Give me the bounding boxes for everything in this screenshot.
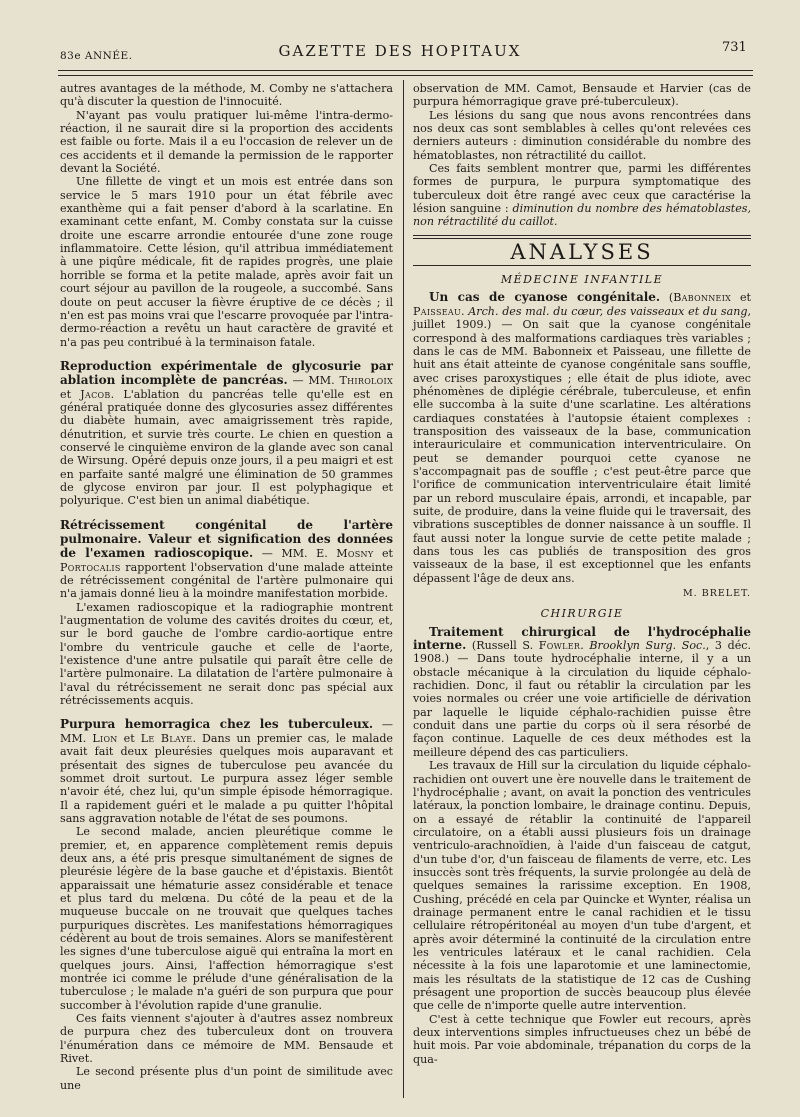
section-text: rapportent l'observation d'une malade atteinte de rétrécissement congénital de l'artère pulmonaire qui n'a jamais donné lieu à la moindre manifestation morbide. xyxy=(60,560,393,601)
paragraph: Le second malade, ancien pleurétique comme le premier, et, en apparence complètement remis depuis deux ans, a été pris presque simultanément de signes de pleurésie légère de la base gauche et d'épistaxis. Bientôt apparaissait une hématurie assez considérable et tenace et plus tard du melœna. Du côté de la peau et de la muqueuse buccale on ne trouvait que quelques taches purpuriques discrètes. Les manifestations hémorragiques cédèrent au bout de trois semaines. Alors se manifestèrent les signes d'une tuberculose aiguë qui entraîna la mort en quelques jours. Ainsi, l'affection hémorragique s'est montrée ici comme le prélude d'une généralisation de la tuberculose ; le malade n'a guéri de son purpura que pour succomber à l'évolution rapide d'une granulie. xyxy=(60,825,393,1012)
author-name: Mosny xyxy=(336,547,374,561)
subsection-heading: MÉDECINE INFANTILE xyxy=(500,273,664,287)
article-title: Traitement chirurgical de l'hydrocéphalie interne. xyxy=(413,624,751,653)
authors-joiner: et xyxy=(60,387,81,401)
article-hydrocephalie xyxy=(413,626,751,759)
section-title: Reproduction expérimentale de glycosurie par ablation incomplète de pancréas. xyxy=(60,358,393,388)
paragraph: Le second présente plus d'un point de similitude avec une xyxy=(60,1065,393,1092)
authors-joiner: et xyxy=(117,731,141,745)
authors-prefix: MM. E. xyxy=(281,547,337,561)
section-purpura: Purpura hemorragica chez les tuberculeux. — MM. Lion et Le Blaye. Dans un premier cas, le malade avait fait deux pleurésies quelques mois auparavant et présentait des signes de tuberculose peu avancée du sommet droit surtout. Le purpura assez léger semble n'avoir été, chez lui, qu'un simple épisode hémorragique. Il a rapidement guéri et le malade a pu quitter l'hôpital sans aggravation notable de l'état de ses poumons. xyxy=(60,717,393,825)
paragraph: observation de MM. Camot, Bensaude et Harvier (cas de purpura hémorragique grave pré-tuberculeux). xyxy=(413,82,751,109)
section-glycosurie: Reproduction expérimentale de glycosurie par ablation incomplète de pancréas. — MM. Thiroloix et Jacob. L'ablation du pancréas telle qu'elle est en général pratiquée donne des glycosuries assez différentes du diabète humain, avec amaigrissement très rapide, dénutrition, et survie très courte. Le chien en question a conservé le cinquième environ de la glande avec son canal de Wirsung. Opéré depuis onze jours, il a peu maigri et est en parfaite santé malgré une élimination de 50 grammes de glycose environ par jour. Il est polyphagique et polyurique. C'est bien un animal diabétique. xyxy=(60,358,393,508)
section-rule xyxy=(413,235,751,239)
paragraph: L'examen radioscopique et la radiographie montrent l'augmentation de volume des cavités droites du cœur, et, sur le bord gauche de l'ombre cardio-aortique entre l'ombre du ventricule gauche et celle de l'aorte, l'existence d'une antre pulsatile qui paraît être celle de l'artère pulmonaire. La dilatation de l'artère pulmonaire à l'aval du rétrécissement ne serait donc pas spécial aux rétrécissements acquis. xyxy=(60,600,393,708)
paragraph: Les travaux de Hill sur la circulation du liquide céphalo-rachidien ont ouvert une ère nouvelle dans le traitement de l'hydrocéphalie ; avant, on avait la ponction des ventricules latéraux, la ponction lombaire, le drainage continu. Depuis, on a essayé de rétablir la continuité de l'appareil circulatoire, on a établi aussi plusieurs fois un drainage ventriculo-arachnoïdien, à l'aide d'un faisceau de catgut, d'un tube d'or, d'un faisceau de filaments de verre, etc. Les insuccès sont très fréquents, la survie prolongée au delà de quelques semaines la rarissime exception. En 1908, Cushing, précédé en cela par Quincke et Wynter, réalisa un drainage permanent entre le canal rachidien et le tissu cellulaire rétropéritonéal au moyen d'un tube d'argent, et après avoir déterminé la continuité de la circulation entre les ventricules latéraux et le canal rachidien. Cela nécessite à la fois une laparotomie et une laminectomie, mais les résultats de la statistique de 12 cas de Cushing présagent une proportion de succès beaucoup plus élevée que celle de n'importe quelle autre intervention. xyxy=(413,759,751,1013)
section-rule xyxy=(413,265,751,266)
reference-text: , 3 déc. 1908.) xyxy=(413,639,752,666)
article-text: — On sait que la cyanose congénitale correspond à des malformations cardiaques très variables ; dans le cas de MM. Babonneix et Paisseau, une fillette de huit ans était atteinte de cyanose congénitale sans souffle, avec crises paroxystiques ; elle était de plus idiote, avec phénomènes de diplégie cérébrale, tuberculeuse, et enfin elle succomba à la suite d'une scarlatine. Les altérations cardiaques constatées à l'autopsie étaient complexes : transposition des vaisseaux de la base, communication interauriculaire et communication interventriculaire. On peut se demander pourquoi cette cyanose ne s'accompagnait pas de souffle ; c'est peut-être parce que l'orifice de communication interventriculaire était limité par un rebord musculaire épais, arrondi, et incapable, par suite, de produire, dans la veine fluide qui le traversait, des vibrations susceptibles de donner naissance à un souffle. Il faut aussi noter la longue survie de cette petite malade ; dans tous les cas publiés de transposition des gros vaisseaux de la base, il est exceptionnel que les enfants dépassent l'âge de deux ans. xyxy=(413,318,751,585)
authors-prefix: MM. xyxy=(60,731,93,745)
author-name: Lion xyxy=(92,731,118,745)
reference-text: (Russell S. xyxy=(466,639,539,653)
paragraph-text: Ces faits semblent montrer que, parmi les différentes formes de purpura, le purpura symptomatique des tuberculeux doit être rangé avec ceux que caractérise la lésion sanguine : xyxy=(413,162,751,216)
section-text: . L'ablation du pancréas telle qu'elle est en général pratiquée donne des glycosuries assez différentes du diabète humain, avec amaigrissement très rapide, dénutrition, et survie très courte. Le chien en question a conservé le cinquième environ de la glande avec son canal de Wirsung. Opéré depuis onze jours, il a peu maigri et est en parfaite santé malgré une élimination de 50 grammes de glycose environ par jour. Il est polyphagique et polyurique. C'est bien un animal diabétique. xyxy=(60,387,393,508)
paragraph: autres avantages de la méthode, M. Comby ne s'attachera qu'à discuter la question de l'innocuité. xyxy=(60,82,393,109)
header-rule-thin xyxy=(58,75,753,76)
paragraph: Une fillette de vingt et un mois est entrée dans son service le 5 mars 1910 pour un état fébrile avec exanthème qui a fait penser d'abord à la scarlatine. En examinant cette enfant, M. Comby constata sur la cuisse droite une escarre arrondie entourée d'une zone rouge inflammatoire. Cette lésion, qu'il attribua immédiatement à une piqûre médicale, fit de rapides progrès, une plaie horrible se forma et la petite malade, après avoir fait un court séjour au pavillon de la rougeole, a succombé. Sans doute on peut accuser la fièvre éruptive de ce décès ; il n'en est pas moins vrai que l'escarre provoquée par l'intra-dermo-réaction a revêtu un haut caractère de gravité et n'a pas peu contribué à la terminaison fatale. xyxy=(60,175,393,349)
journal-name: Brooklyn Surg. Soc. xyxy=(589,639,706,653)
subsection-heading: CHIRURGIE xyxy=(540,607,624,621)
author-name: Thiroloix xyxy=(339,374,393,388)
reference-text: ( xyxy=(660,291,674,305)
left-column xyxy=(60,82,393,1092)
article-text: — Dans toute hydrocéphalie interne, il y a un obstacle mécanique à la circulation du liquide céphalo-rachidien. Donc, il faut ou rétablir la circulation par les voies normales ou créer une voie artificielle de dérivation par laquelle le liquide céphalo-rachidien puisse être conduit dans une partie du corps où il sera résorbé de façon continue. Laquelle de ces deux méthodes est la meilleure dépend des cas particuliers. xyxy=(413,652,751,759)
author-name: Paisseau xyxy=(413,304,461,318)
paragraph-emphasis: diminution du nombre des hématoblastes, non rétractilité du caillot. xyxy=(413,202,752,229)
author-name: Portocalis xyxy=(60,560,121,574)
analyses-heading: ANALYSES xyxy=(510,239,654,264)
paragraph: C'est à cette technique que Fowler eut recours, après deux interventions simples infructueuses chez un bébé de huit mois. Par voie abdominale, trépanation du corps de la qua- xyxy=(413,1012,751,1066)
reference-text: . xyxy=(580,639,590,653)
section-retrecissement: Rétrécissement congénital de l'artère pulmonaire. Valeur et signification des données de l'examen radioscopique. — MM. E. Mosny et Portocalis rapportent l'observation d'une malade atteinte de rétrécissement congénital de l'artère pulmonaire qui n'a jamais donné lieu à la moindre manifestation morbide. xyxy=(60,517,393,601)
column-separator xyxy=(403,80,404,1098)
section-text: . Dans un premier cas, le malade avait fait deux pleurésies quelques mois auparavant et présentait des signes de tuberculose peu avancée du sommet droit surtout. Le purpura assez léger semble n'avoir été, chez lui, qu'un simple épisode hémorragique. Il a rapidement guéri et le malade a pu quitter l'hôpital sans aggravation notable de l'état de ses poumons. xyxy=(60,731,393,825)
reference-text: . xyxy=(460,304,469,318)
authors-prefix: MM. xyxy=(308,374,340,388)
section-title: Rétrécissement congénital de l'artère pulmonaire. Valeur et signification des données de l'examen radioscopique. xyxy=(60,517,393,561)
author-name: Le Blaye xyxy=(140,731,193,745)
author-name: Fowler xyxy=(538,639,581,653)
signature: M. BRELET. xyxy=(682,588,751,600)
paragraph: N'ayant pas voulu pratiquer lui-même l'intra-dermo-réaction, il ne saurait dire si la proportion des accidents est faible ou forte. Mais il a eu l'occasion de relever un de ces accidents et il demande la permission de le rapporter devant la Société. xyxy=(60,108,393,176)
right-column xyxy=(413,82,751,1066)
section-title: Purpura hemorragica chez les tuberculeux. xyxy=(60,717,374,732)
journal-name: Arch. des mal. du cœur, des vaisseaux et du sang xyxy=(468,304,748,318)
article-cyanose xyxy=(413,291,751,585)
authors-joiner: et xyxy=(373,547,393,561)
author-name: Jacob xyxy=(80,387,111,401)
author-name: Babonneix xyxy=(673,291,732,305)
reference-text: et xyxy=(731,291,751,305)
paragraph xyxy=(413,162,751,229)
paragraph: Ces faits viennent s'ajouter à d'autres assez nombreux de purpura chez des tuberculeux dont on trouvera l'énumération dans ce mémoire de MM. Bensaude et Rivet. xyxy=(60,1012,393,1066)
article-title: Un cas de cyanose congénitale. xyxy=(429,290,661,305)
page-number: 731 xyxy=(722,40,747,55)
journal-title: GAZETTE DES HOPITAUX xyxy=(278,42,522,60)
paragraph: Les lésions du sang que nous avons rencontrées dans nos deux cas sont semblables à celles qu'ont relevées ces derniers auteurs : diminution considérable du nombre des hématoblastes, non rétractilité du caillot. xyxy=(413,108,751,162)
header-rule xyxy=(58,70,753,71)
edition-label: 83e ANNÉE. xyxy=(60,50,133,62)
reference-text: , juillet 1909.) xyxy=(413,304,751,332)
